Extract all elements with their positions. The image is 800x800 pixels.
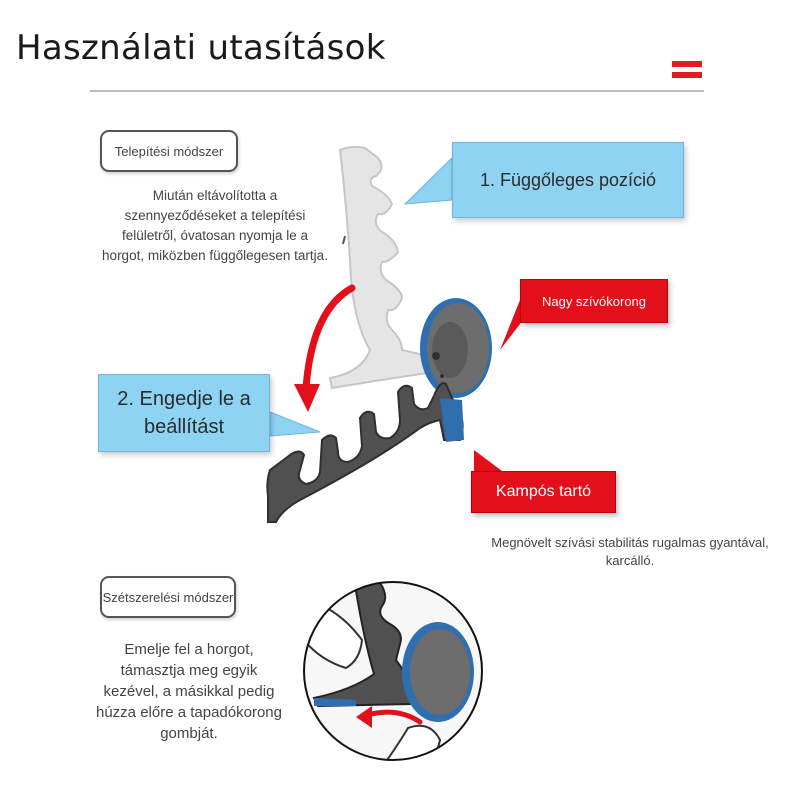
removal-method-label: Szétszerelési módszer	[100, 576, 236, 618]
hook-holder-callout: Kampós tartó	[471, 471, 616, 513]
tick-mark	[343, 236, 345, 244]
feature-description: Megnövelt szívási stabilitás rugalmas gyantával, karcálló.	[491, 535, 769, 568]
removal-detail-circle	[304, 580, 482, 770]
vertical-hook-ghost	[330, 147, 434, 388]
step2-callout: 2. Engedje le a beállítást	[98, 374, 270, 452]
callout-pointer-step1	[405, 158, 452, 204]
callout-pointer-step2	[270, 412, 320, 436]
page-title: Használati utasítások	[16, 28, 386, 68]
suction-cup	[420, 298, 492, 398]
removal-instructions: Emelje fel a horgot, támasztja meg egyik kezével, a másikkal pedig húzza előre a tapadókorong gombját.	[96, 641, 282, 742]
callout-pointer-suction	[500, 300, 520, 350]
step1-callout: 1. Függőleges pozíció	[452, 142, 684, 218]
rotate-arrow-head	[294, 384, 320, 412]
suction-cup-callout: Nagy szívókorong	[520, 279, 668, 323]
install-method-label: Telepítési módszer	[100, 130, 238, 172]
install-instructions: Miután eltávolította a szennyeződéseket a telepítési felületről, óvatosan nyomja le a horgot, miközben függőlegesen tartja.	[102, 188, 328, 263]
